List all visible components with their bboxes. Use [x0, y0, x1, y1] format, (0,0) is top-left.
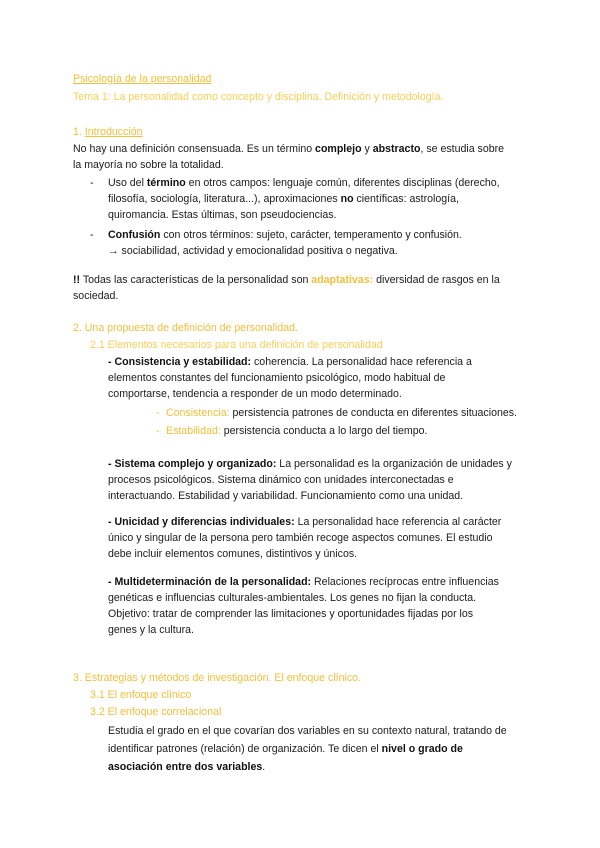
list-item-termino: Uso del término en otros campos: lenguaje común, diferentes disciplinas (derecho, filosofía, sociología, literatura...), aproximaciones no científicas: astrología, quiromancia. Estas últimas, son pseudociencias.: [108, 177, 500, 221]
bullet-mark: -: [156, 425, 160, 437]
bullet-estabilidad: Estabilidad: persistencia conducta a lo largo del tiempo.: [166, 425, 428, 437]
element-multideterminacion: - Multideterminación de la personalidad: Relaciones recíprocas entre influencias genéticas e influencias culturales-ambientales. Los genes no fijan la conducta. Objetivo: tratar de comprender las limitaciones y oportunidades fijadas por los genes y la cultura.: [108, 576, 499, 636]
note-adaptativas: !! Todas las características de la personalidad son adaptativas: diversidad de rasgos en la sociedad.: [73, 274, 500, 302]
section-1-number: 1.: [73, 126, 82, 138]
list-item-confusion: Confusión con otros términos: sujeto, carácter, temperamento y confusión. → sociabilidad, actividad y emocionalidad positiva o negativa.: [108, 229, 462, 257]
document-subtitle: Tema 1: La personalidad como concepto y disciplina. Definición y metodología.: [73, 91, 444, 103]
element-sistema: - Sistema complejo y organizado: La personalidad es la organización de unidades y procesos psicológicos. Sistema dinámico con unidades interconectadas e interactuando. Estabilidad y variabilidad. Funcionamiento como una unidad.: [108, 458, 512, 502]
element-consistencia: - Consistencia y estabilidad: coherencia. La personalidad hace referencia a elementos constantes del funcionamiento psicológico, modo habitual de comportarse, tendencia a responder de un modo determinado.: [108, 356, 472, 400]
element-unicidad: - Unicidad y diferencias individuales: La personalidad hace referencia al carácter único y singular de la persona pero también recoge aspectos comunes. El estudio debe incluir elementos comunes, distintivos y únicos.: [108, 516, 502, 560]
bullet-mark: -: [156, 407, 160, 419]
section-1-heading: [73, 124, 143, 140]
section-1-title: Introducción: [84, 126, 143, 138]
bullet-consistencia: Consistencia: persistencia patrones de conducta en diferentes situaciones.: [166, 407, 517, 419]
document-title: Psicología de la personalidad: [73, 73, 212, 85]
correlacional-paragraph: Estudia el grado en el que covarían dos variables en su contexto natural, tratando de identificar patrones (relación) de organización. Te dicen el nivel o grado de asociación entre dos variables.: [108, 725, 507, 773]
section-2-heading: 2. Una propuesta de definición de personalidad.: [73, 322, 298, 334]
section-2-1-heading: 2.1 Elementos necesarios para una definición de personalidad: [90, 339, 383, 351]
intro-paragraph: [73, 141, 533, 173]
section-3-1-heading: 3.1 El enfoque clínico: [90, 689, 192, 701]
intro-line-1: No hay una definición consensuada. Es un término complejo y abstracto, se estudia sobre: [73, 143, 505, 155]
intro-line-2: la mayoría no sobre la totalidad.: [73, 159, 224, 171]
section-3-heading: 3. Estrategias y métodos de investigación. El enfoque clínico.: [73, 672, 361, 684]
list-dash: -: [90, 177, 94, 189]
list-dash: -: [90, 229, 94, 241]
section-3-2-heading: 3.2 El enfoque correlacional: [90, 706, 222, 718]
